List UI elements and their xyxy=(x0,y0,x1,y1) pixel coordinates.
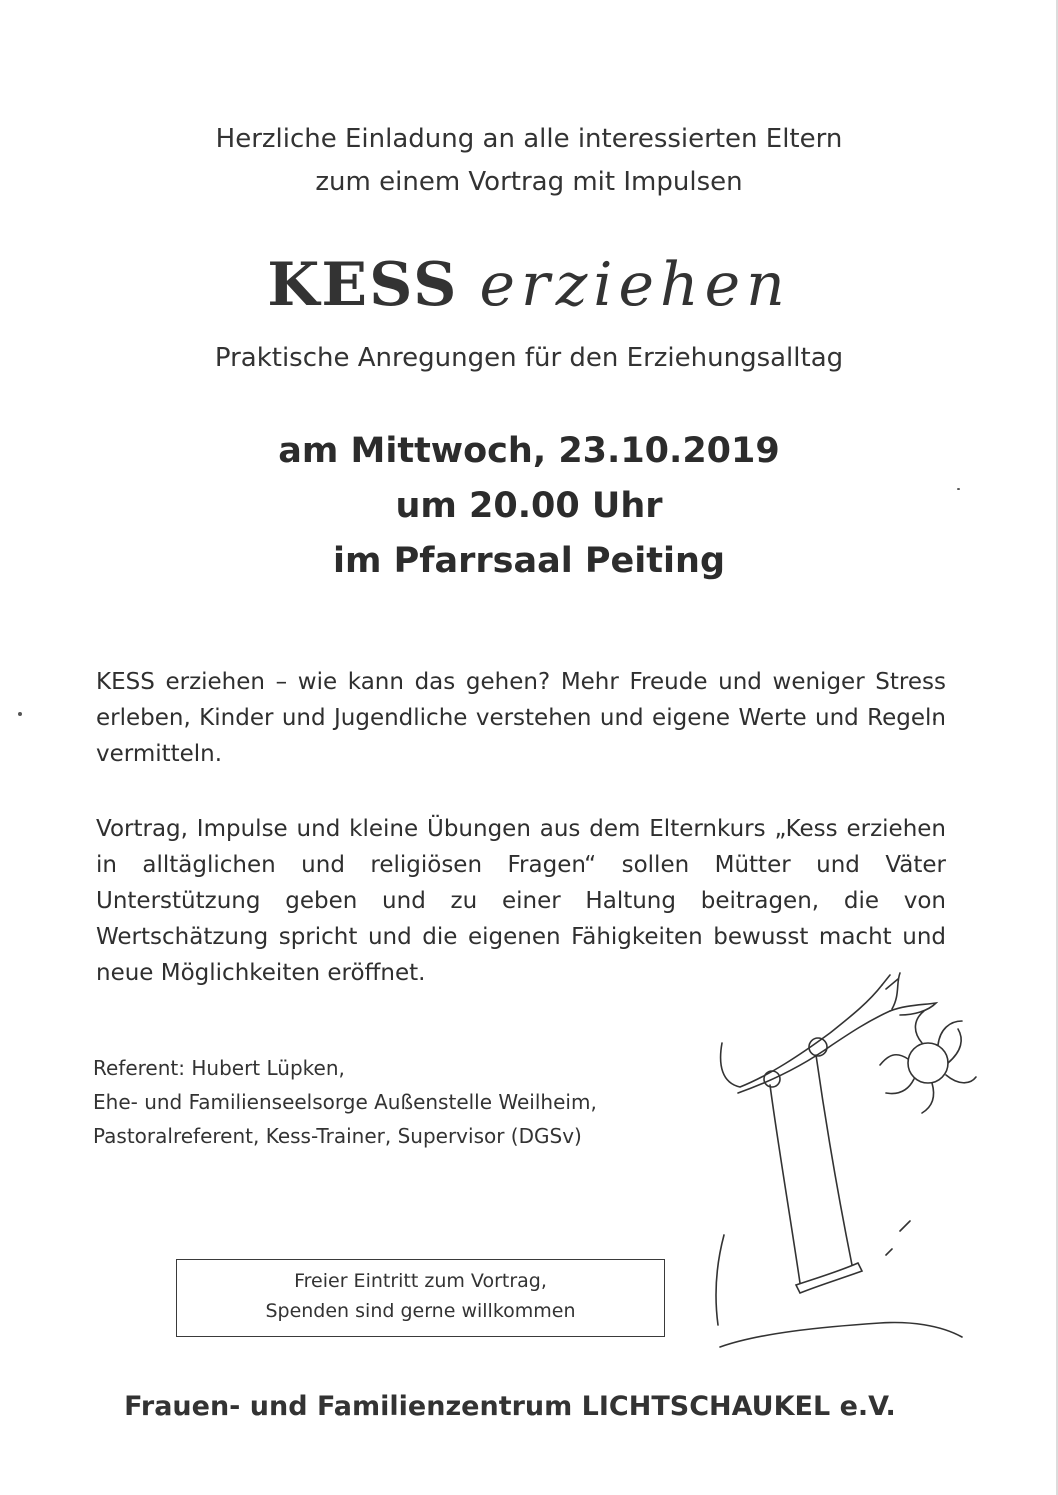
subtitle: Praktische Anregungen für den Erziehungsalltag xyxy=(214,343,844,373)
title-kess: KESS xyxy=(267,250,459,320)
speaker-line-3: Pastoralreferent, Kess-Trainer, Supervisor (DGSv) xyxy=(93,1124,582,1148)
scan-speck xyxy=(18,712,22,716)
invitation-intro xyxy=(0,118,1058,204)
intro-line-2: zum einem Vortrag mit Impulsen xyxy=(315,167,743,197)
description-paragraph-2: Vortrag, Impulse und kleine Übungen aus dem Elternkurs „Kess erziehen in alltäglichen und religiösen Fragen“ sollen Mütter und Väter Unterstützung geben und zu einer Haltung beitragen, die von Wertschätzung spricht und die eigenen Fähigkeiten bewusst macht und neue Möglichkeiten eröffnet. xyxy=(96,816,946,986)
entry-line-2: Spenden sind gerne willkommen xyxy=(265,1300,576,1322)
page-title xyxy=(0,240,1058,330)
event-date: am Mittwoch, 23.10.2019 xyxy=(278,431,780,471)
speaker-line-1: Referent: Hubert Lüpken, xyxy=(93,1056,345,1080)
intro-line-1: Herzliche Einladung an alle interessierten Eltern xyxy=(215,124,843,154)
title-erziehen: erziehen xyxy=(479,250,791,320)
event-place: im Pfarrsaal Peiting xyxy=(332,541,725,581)
event-time: um 20.00 Uhr xyxy=(395,486,663,526)
organizer-footer: Frauen- und Familienzentrum LICHTSCHAUKEL e.V. xyxy=(124,1391,896,1422)
swing-illustration-icon xyxy=(700,965,980,1355)
description-paragraph-1: KESS erziehen – wie kann das gehen? Mehr Freude und weniger Stress erleben, Kinder und Jugendliche verstehen und eigene Werte und Regeln vermitteln. xyxy=(96,669,946,767)
entry-line-1: Freier Eintritt zum Vortrag, xyxy=(294,1270,547,1292)
free-entry-box xyxy=(176,1259,665,1337)
speaker-info xyxy=(93,1051,693,1153)
speaker-line-2: Ehe- und Familienseelsorge Außenstelle Weilheim, xyxy=(93,1090,597,1114)
event-details xyxy=(0,424,1058,589)
